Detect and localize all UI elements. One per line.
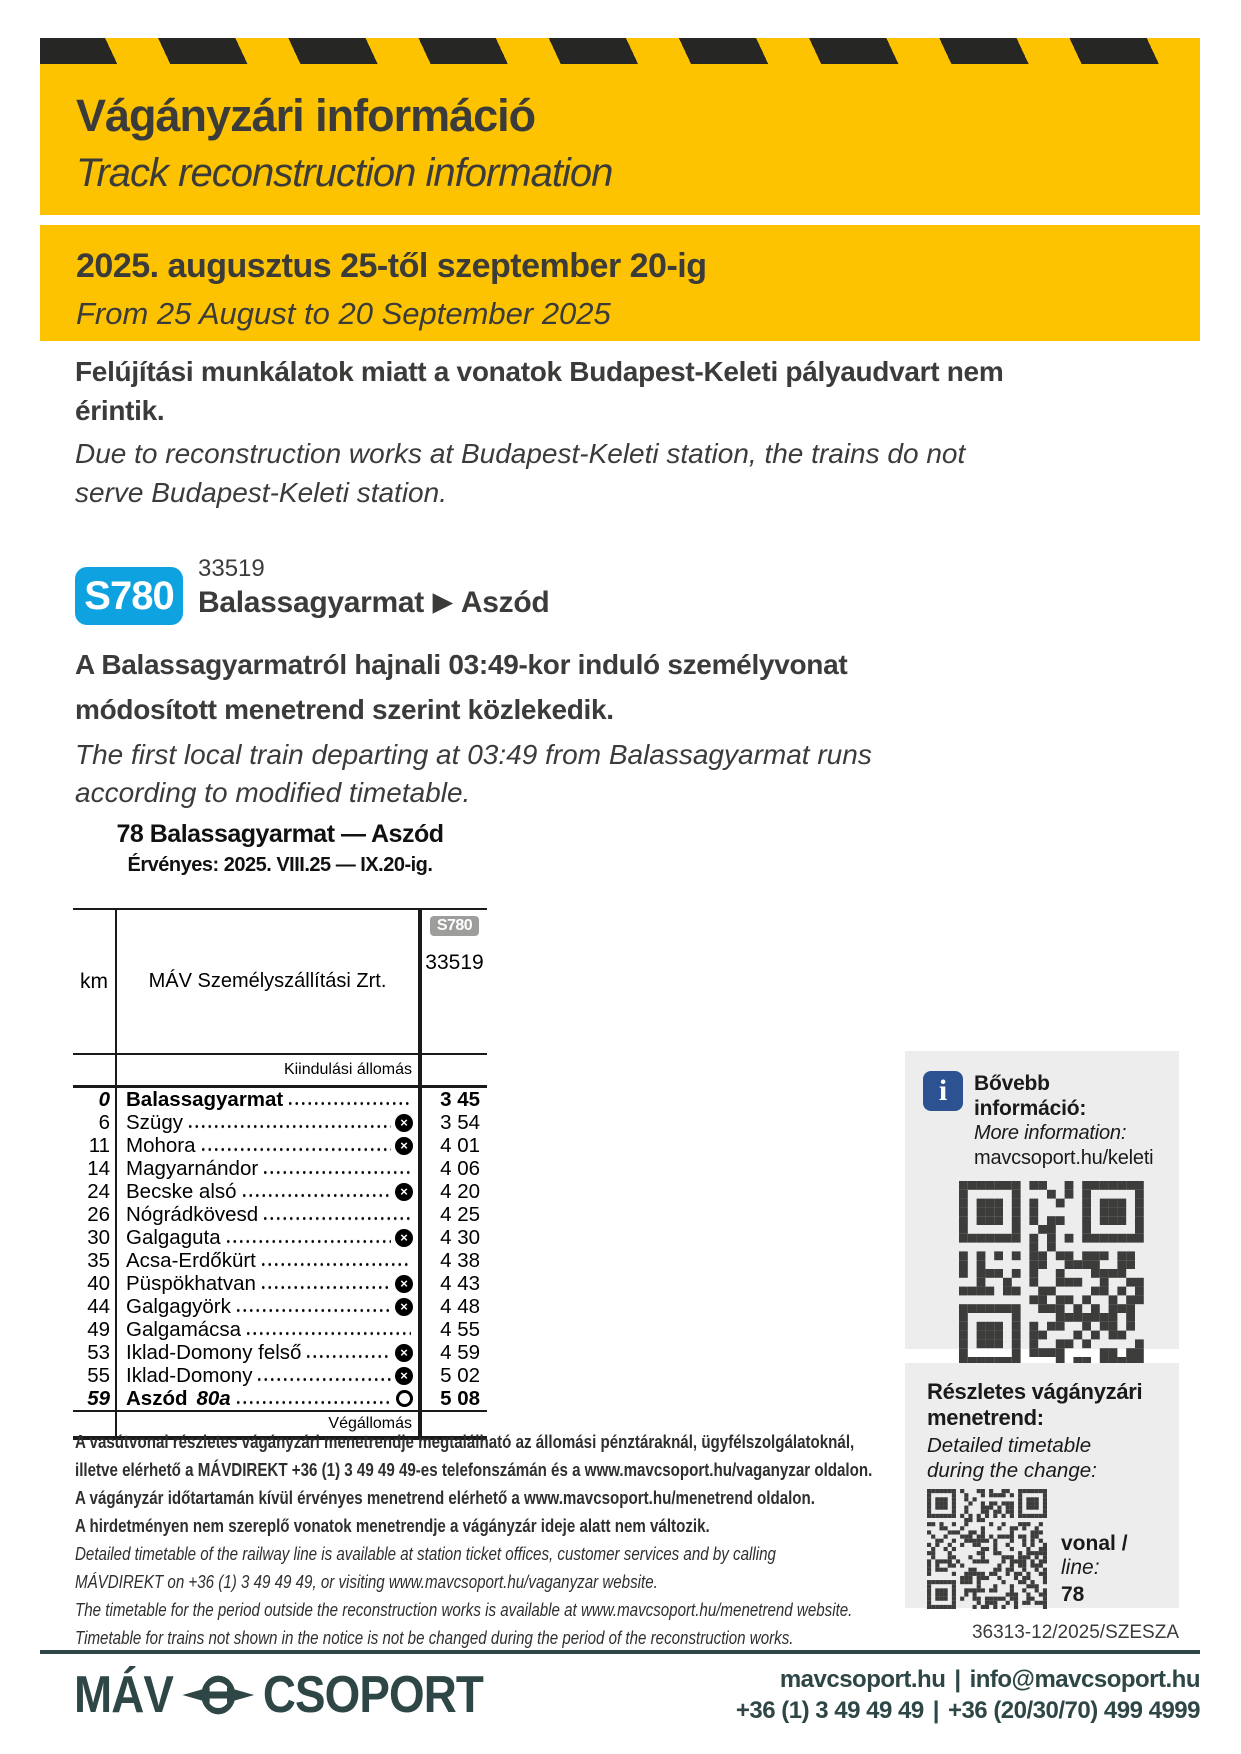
table-row <box>73 1364 487 1387</box>
departure-time: 3 45 <box>418 1088 487 1111</box>
station-name: Nógrádkövesd <box>126 1202 259 1226</box>
dot-leader <box>287 1088 411 1111</box>
dot-leader <box>245 1318 411 1341</box>
more-info-box <box>905 1051 1179 1349</box>
table-row <box>73 1295 487 1318</box>
timetable-rows <box>73 1088 487 1410</box>
station-name: Becske alsó <box>126 1179 237 1203</box>
station-cell <box>117 1387 418 1410</box>
footer-phone-2: +36 (20/30/70) 499 4999 <box>947 1697 1200 1724</box>
departure-time: 4 25 <box>418 1203 487 1226</box>
more-info-head <box>923 1071 1163 1171</box>
table-row <box>73 1226 487 1249</box>
announcement <box>75 642 1015 812</box>
service-header <box>75 555 549 625</box>
table-row <box>73 1272 487 1295</box>
station-cell <box>117 1272 418 1295</box>
announcement-en: The first local train departing at 03:49 from Balassagyarmat runs according to modified timetable. <box>75 739 872 808</box>
station-cell <box>117 1226 418 1249</box>
terminus-label: Végállomás <box>328 1415 412 1432</box>
line-badge-s780: S780 <box>75 567 183 625</box>
dot-leader <box>235 1387 392 1410</box>
km-value: 59 <box>73 1387 117 1410</box>
km-value: 26 <box>73 1203 117 1226</box>
route-to: Aszód <box>460 586 550 619</box>
station-name: Iklad-Domony felső <box>126 1340 302 1364</box>
km-value: 55 <box>73 1364 117 1387</box>
footer-contact-line2 <box>736 1695 1200 1726</box>
fine-print-line-en: The timetable for the period outside the reconstruction works is available at www.mavcsoport.hu/menetrend website. <box>75 1600 853 1620</box>
departure-time: 4 55 <box>418 1318 487 1341</box>
route-from: Balassagyarmat <box>198 586 424 619</box>
timetable-header <box>73 910 487 1055</box>
notice-en: Due to reconstruction works at Budapest-Keleti station, the trains do not serve Budapest-Keleti station. <box>75 438 966 508</box>
departure-time: 4 59 <box>418 1341 487 1364</box>
request-stop-icon: × <box>395 1114 413 1132</box>
km-value: 35 <box>73 1249 117 1272</box>
fine-print-line-hu: A vasútvonal részletes vágányzári menetrendje megtalálható az állomási pénztáraknál, ügyfélszolgálatoknál, <box>75 1432 855 1452</box>
table-row <box>73 1318 487 1341</box>
detailed-title-hu: Részletes vágányzári menetrend: <box>927 1379 1143 1430</box>
stop-circle-icon <box>396 1390 413 1407</box>
station-cell <box>117 1203 418 1226</box>
train-column-header <box>418 910 487 1053</box>
logo-text-csoport: CSOPORT <box>262 1666 483 1724</box>
departure-time: 3 54 <box>418 1111 487 1134</box>
km-value: 44 <box>73 1295 117 1318</box>
request-stop-icon: × <box>395 1137 413 1155</box>
dot-leader <box>187 1111 391 1134</box>
station-cell <box>117 1318 418 1341</box>
table-row <box>73 1180 487 1203</box>
fine-print-line-en: Timetable for trains not shown in the notice is not be changed during the period of the reconstruction works. <box>75 1628 794 1648</box>
date-banner <box>40 225 1200 341</box>
departure-time: 4 20 <box>418 1180 487 1203</box>
station-name: Acsa-Erdőkürt <box>126 1248 256 1272</box>
fine-print-line-hu: A vágányzár időtartamán kívül érvényes menetrend elérhető a www.mavcsoport.hu/menetrend oldalon. <box>75 1488 815 1508</box>
dot-leader <box>260 1272 391 1295</box>
page-title-hu: Vágányzári információ <box>76 90 536 141</box>
departure-time: 4 38 <box>418 1249 487 1272</box>
request-stop-icon: × <box>395 1344 413 1362</box>
fine-print-line-en: MÁVDIREKT on +36 (1) 3 49 49 49, or visiting www.mavcsoport.hu/vaganyzar website. <box>75 1572 658 1592</box>
station-name: Galgagyörk <box>126 1294 231 1318</box>
timetable-title: 78 Balassagyarmat — Aszód <box>116 820 444 848</box>
route-arrow-icon: ▶ <box>432 588 452 616</box>
dot-leader <box>225 1226 391 1249</box>
origin-time-cell <box>418 1055 487 1085</box>
timetable-train-number: 33519 <box>425 951 484 974</box>
station-name: Iklad-Domony <box>126 1363 253 1387</box>
footer-website: mavcsoport.hu <box>779 1666 946 1693</box>
keleti-notice <box>75 352 1025 512</box>
footer-separator: | <box>954 1666 961 1693</box>
announcement-hu: A Balassagyarmatról hajnali 03:49-kor induló személyvonat módosított menetrend szerint közlekedik. <box>75 649 848 725</box>
table-row <box>73 1341 487 1364</box>
footer-rule <box>40 1650 1200 1654</box>
line-number: 78 <box>1061 1583 1085 1606</box>
station-name: Galgaguta <box>126 1225 221 1249</box>
document-number: 36313-12/2025/SZESZA <box>971 1622 1179 1643</box>
footer <box>40 1664 1200 1726</box>
table-row <box>73 1111 487 1134</box>
period-hu: 2025. augusztus 25-től szeptember 20-ig <box>76 247 707 285</box>
station-cell <box>117 1180 418 1203</box>
station-name: Aszód <box>126 1386 188 1410</box>
request-stop-icon: × <box>395 1275 413 1293</box>
timetable-heading <box>73 820 487 877</box>
more-info-title-en: More information: <box>974 1122 1127 1144</box>
period-en: From 25 August to 20 September 2025 <box>76 296 611 331</box>
dot-leader <box>235 1295 391 1318</box>
winged-wheel-icon <box>180 1669 256 1721</box>
more-info-text <box>974 1071 1163 1171</box>
qr-code-detailed <box>927 1489 1047 1609</box>
km-value: 49 <box>73 1318 117 1341</box>
timetable-line-badge: S780 <box>430 916 479 936</box>
line-label <box>1061 1532 1161 1580</box>
station-name: Püspökhatvan <box>126 1271 256 1295</box>
station-name: Balassagyarmat <box>126 1087 284 1111</box>
request-stop-icon: × <box>395 1229 413 1247</box>
table-row <box>73 1157 487 1180</box>
fine-print <box>75 1428 872 1652</box>
departure-time: 4 06 <box>418 1157 487 1180</box>
departure-time: 5 08 <box>418 1387 487 1410</box>
line-info <box>1061 1532 1161 1609</box>
km-value: 30 <box>73 1226 117 1249</box>
km-value: 6 <box>73 1111 117 1134</box>
km-value: 53 <box>73 1341 117 1364</box>
departure-time: 4 43 <box>418 1272 487 1295</box>
footer-separator: | <box>932 1697 939 1724</box>
departure-time: 4 48 <box>418 1295 487 1318</box>
footer-email: info@mavcsoport.hu <box>969 1666 1200 1693</box>
origin-km-cell <box>73 1055 117 1085</box>
table-row <box>73 1203 487 1226</box>
qr-code-more-info <box>959 1181 1144 1366</box>
dot-leader <box>262 1203 411 1226</box>
station-name: Szügy <box>126 1110 183 1134</box>
more-info-title-hu: Bővebb információ: <box>974 1072 1087 1120</box>
km-value: 11 <box>73 1134 117 1157</box>
page-title-en: Track reconstruction information <box>76 151 613 195</box>
fine-print-line-hu: A hirdetményen nem szereplő vonatok menetrendje a vágányzár ideje alatt nem változik. <box>75 1516 710 1536</box>
timetable-validity: Érvényes: 2025. VIII.25 — IX.20-ig. <box>127 854 433 876</box>
table-row <box>73 1088 487 1111</box>
station-cell <box>117 1134 418 1157</box>
station-cell <box>117 1157 418 1180</box>
station-note: 80a <box>196 1386 231 1410</box>
title-banner <box>40 64 1200 215</box>
hazard-stripes <box>40 38 1200 64</box>
departure-time: 4 01 <box>418 1134 487 1157</box>
departure-time: 5 02 <box>418 1364 487 1387</box>
request-stop-icon: × <box>395 1298 413 1316</box>
station-cell <box>117 1341 418 1364</box>
station-cell <box>117 1088 418 1111</box>
request-stop-icon: × <box>395 1183 413 1201</box>
info-icon: i <box>923 1071 963 1111</box>
table-row <box>73 1387 487 1410</box>
mav-csoport-logo <box>74 1665 483 1725</box>
line-label-hu: vonal <box>1061 1532 1116 1555</box>
station-cell <box>117 1111 418 1134</box>
line-label-sep: / <box>1115 1532 1128 1555</box>
operator-name: MÁV Személyszállítási Zrt. <box>148 970 387 992</box>
station-name: Magyarnándor <box>126 1156 259 1180</box>
departure-time: 4 30 <box>418 1226 487 1249</box>
km-value: 14 <box>73 1157 117 1180</box>
detailed-timetable-box <box>905 1363 1179 1608</box>
dot-leader <box>256 1364 391 1387</box>
dot-leader <box>260 1249 411 1272</box>
fine-print-line-en: Detailed timetable of the railway line is available at station ticket offices, customer services and by calling <box>75 1544 776 1564</box>
footer-contact <box>736 1664 1200 1726</box>
dot-leader <box>305 1341 391 1364</box>
footer-contact-line1 <box>736 1664 1200 1695</box>
footer-phone-1: +36 (1) 3 49 49 49 <box>735 1697 924 1724</box>
km-value: 24 <box>73 1180 117 1203</box>
line-label-en: line: <box>1061 1556 1100 1579</box>
table-row <box>73 1249 487 1272</box>
km-column-header: km <box>73 910 117 1053</box>
station-name: Galgamácsa <box>126 1317 242 1341</box>
dot-leader <box>200 1134 391 1157</box>
notice-hu: Felújítási munkálatok miatt a vonatok Budapest-Keleti pályaudvart nem érintik. <box>75 356 1004 426</box>
station-name: Mohora <box>126 1133 196 1157</box>
fine-print-line-hu: illetve elérhető a MÁVDIREKT +36 (1) 3 49 49 49-es telefonszámán és a www.mavcsoport.hu/vaganyzar oldalon. <box>75 1460 873 1480</box>
km-value: 40 <box>73 1272 117 1295</box>
train-number: 33519 <box>198 555 265 582</box>
logo-text-mav: MÁV <box>74 1666 174 1724</box>
timetable <box>73 908 487 1440</box>
origin-row <box>73 1055 487 1088</box>
km-value: 0 <box>73 1088 117 1111</box>
station-cell <box>117 1364 418 1387</box>
service-meta <box>198 555 549 620</box>
detailed-qr-row <box>927 1489 1161 1609</box>
request-stop-icon: × <box>395 1367 413 1385</box>
station-cell <box>117 1249 418 1272</box>
route <box>198 586 549 620</box>
table-row <box>73 1134 487 1157</box>
station-cell <box>117 1295 418 1318</box>
dot-leader <box>262 1157 411 1180</box>
dot-leader <box>241 1180 391 1203</box>
detailed-subtitle-en: Detailed timetable during the change: <box>927 1434 1097 1482</box>
origin-label: Kiindulási állomás <box>283 1061 412 1078</box>
more-info-url: mavcsoport.hu/keleti <box>974 1147 1154 1169</box>
